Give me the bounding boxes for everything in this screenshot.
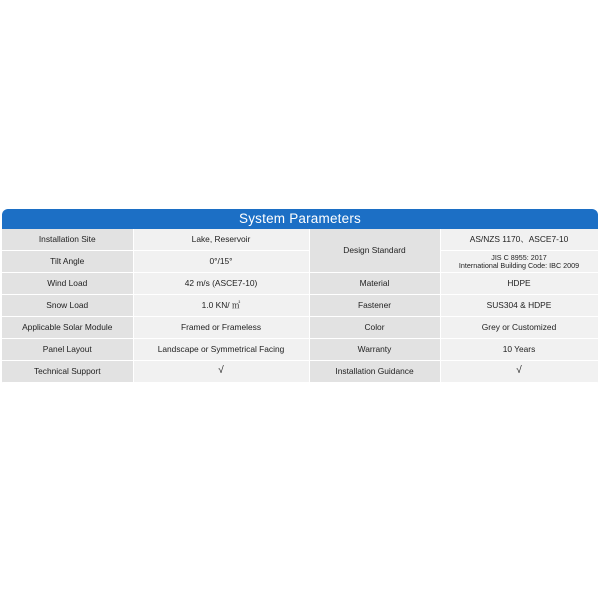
row-label: Warranty bbox=[309, 339, 440, 361]
row-value: 10 Years bbox=[440, 339, 598, 361]
system-parameters-panel bbox=[2, 209, 598, 387]
design-standard-value-2 bbox=[440, 251, 598, 273]
check-mark-icon: √ bbox=[133, 361, 309, 383]
row-label: Material bbox=[309, 273, 440, 295]
row-value: Framed or Frameless bbox=[133, 317, 309, 339]
design-standard-value: AS/NZS 1170、ASCE7-10 bbox=[440, 229, 598, 251]
row-value: 0°/15° bbox=[133, 251, 309, 273]
table-row bbox=[2, 295, 598, 317]
panel-title: System Parameters bbox=[2, 209, 598, 229]
row-value: 42 m/s (ASCE7-10) bbox=[133, 273, 309, 295]
table-row bbox=[2, 339, 598, 361]
row-label: Snow Load bbox=[2, 295, 133, 317]
row-label: Technical Support bbox=[2, 361, 133, 383]
row-label: Installation Guidance bbox=[309, 361, 440, 383]
table-row bbox=[2, 251, 598, 273]
design-standard-ibc: International Building Code: IBC 2009 bbox=[458, 260, 580, 270]
row-label: Wind Load bbox=[2, 273, 133, 295]
table-row bbox=[2, 317, 598, 339]
table-row bbox=[2, 229, 598, 251]
row-value: Grey or Customized bbox=[440, 317, 598, 339]
row-label: Installation Site bbox=[2, 229, 133, 251]
check-mark-icon: √ bbox=[440, 361, 598, 383]
row-value: 1.0 KN/ ㎡ bbox=[133, 295, 309, 317]
row-value: HDPE bbox=[440, 273, 598, 295]
row-value: Lake, Reservoir bbox=[133, 229, 309, 251]
design-standard-jis: JIS C 8955: 2017 bbox=[491, 252, 547, 262]
parameters-table bbox=[2, 229, 598, 383]
row-value: SUS304 & HDPE bbox=[440, 295, 598, 317]
row-label: Panel Layout bbox=[2, 339, 133, 361]
row-label: Applicable Solar Module bbox=[2, 317, 133, 339]
design-standard-label: Design Standard bbox=[309, 229, 440, 273]
row-label: Tilt Angle bbox=[2, 251, 133, 273]
table-row bbox=[2, 361, 598, 383]
table-row bbox=[2, 273, 598, 295]
row-label: Fastener bbox=[309, 295, 440, 317]
row-label: Color bbox=[309, 317, 440, 339]
row-value: Landscape or Symmetrical Facing bbox=[133, 339, 309, 361]
